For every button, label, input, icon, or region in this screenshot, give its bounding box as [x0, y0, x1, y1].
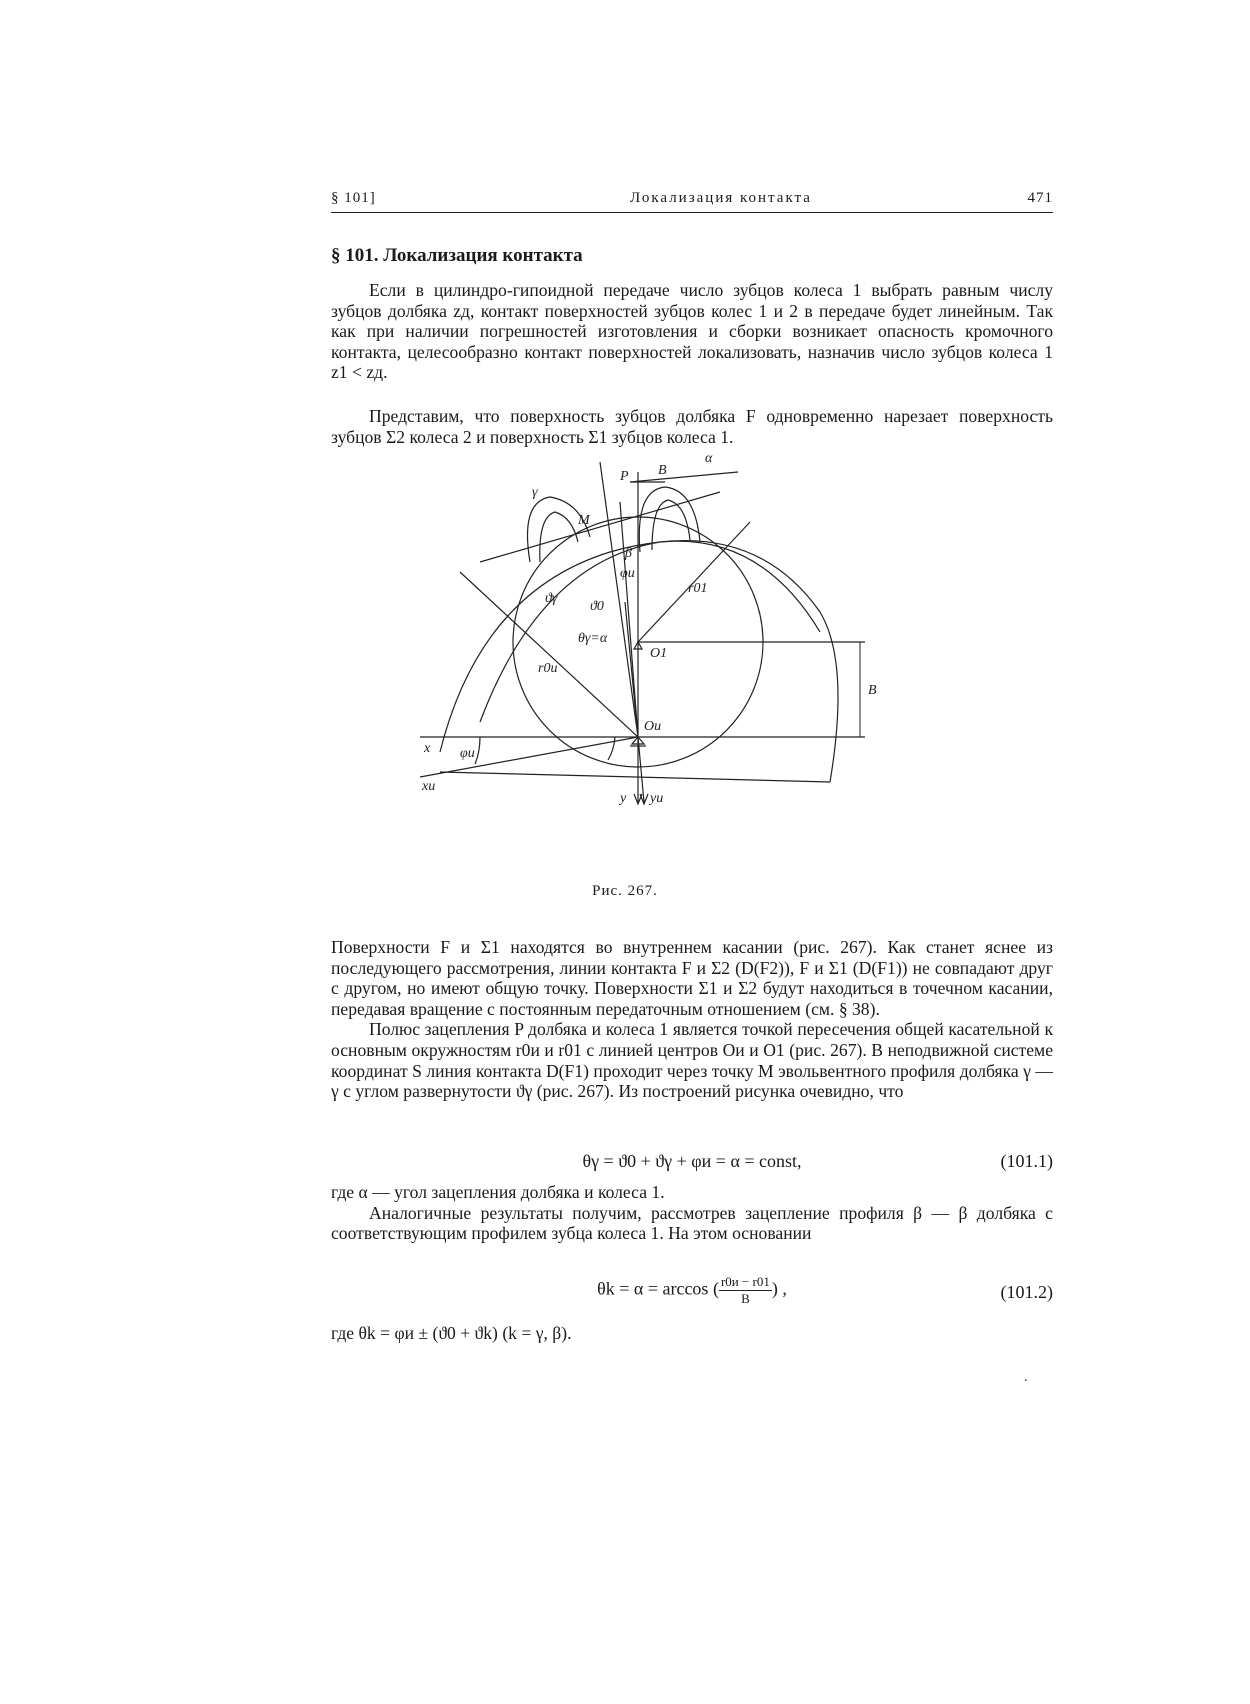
label-x-i: xи [422, 779, 436, 794]
formula-101-1-number: (101.1) [1000, 1151, 1053, 1171]
label-theta-eq: θγ=α [578, 631, 608, 646]
header-section-ref: § 101] [331, 190, 376, 206]
label-gamma: γ [532, 485, 538, 500]
label-y: y [620, 791, 627, 806]
formula-101-2-expression: θk = α = arccos ( $\frac{r0и - r01}{B}$ ) , [597, 1274, 787, 1306]
formula-101-2-number: (101.2) [1000, 1282, 1053, 1302]
label-beta: β [625, 546, 632, 561]
paragraph-block-1 [331, 280, 1053, 383]
label-theta0: ϑ0 [590, 599, 604, 614]
tooth-beta [639, 487, 700, 552]
paragraph-3a: Поверхности F и Σ1 находятся во внутреннем касании (рис. 267). Как станет яснее из последующего рассмотрения, линии контакта F и Σ2 (D(F2)), F и Σ1 (D(F1)) не совпадают друг с другом, но имеют общую точку. Поверхности Σ1 и Σ2 будут находиться в точечном касании, передавая вращение с постоянным передаточным отношением (см. § 38). [331, 937, 1053, 1019]
cutter-base-arc [480, 541, 820, 722]
label-theta-gamma: ϑγ [545, 591, 558, 606]
header-title: Локализация контакта [630, 190, 812, 206]
label-O1: O1 [650, 646, 668, 661]
label-B-right: B [868, 683, 877, 698]
paragraph-block-5 [331, 1323, 1053, 1344]
formula-101-2-lhs: θk = α = arccos [597, 1278, 709, 1299]
tangent-line [480, 492, 720, 562]
paragraph-block-2 [331, 406, 1053, 447]
figure-caption: Рис. 267. [592, 883, 658, 899]
tooth-gamma [528, 497, 591, 562]
label-r0i: r0и [538, 661, 558, 676]
label-B-top: B [658, 463, 667, 478]
label-alpha: α [705, 451, 713, 466]
stray-mark: . [1024, 1370, 1028, 1385]
figure-267 [420, 451, 940, 872]
xi-axis-line [420, 737, 638, 777]
formula-101-2-fraction [719, 1274, 772, 1307]
paragraph-2: Представим, что поверхность зубцов долбяка F одновременно нарезает поверхность зубцов Σ2 колеса 2 и поверхность Σ1 зубцов колеса 1. [331, 406, 1053, 447]
paragraph-4b: Аналогичные результаты получим, рассмотрев зацепление профиля β — β долбяка с соответствующим профилем зубца колеса 1. На этом основании [331, 1202, 1053, 1244]
label-M: M [578, 513, 590, 528]
paragraph-3b: Полюс зацепления P долбяка и колеса 1 является точкой пересечения общей касательной к основным окружностям r0и и r01 с линией центров Oи и O1 (рис. 267). В неподвижной системе координат S линия контакта D(F1) проходит через точку M эвольвентного профиля долбяка γ — γ с углом развернутости ϑγ (рис. 267). Из построений рисунка очевидно, что [331, 1019, 1053, 1102]
fraction-numerator: r0и − r01 [720, 1274, 770, 1289]
yi-axis [638, 737, 644, 802]
section-title: § 101. Локализация контакта [331, 245, 583, 266]
formula-101-1 [331, 1151, 1053, 1173]
label-phi: φи [620, 566, 635, 581]
label-r01: r01 [688, 581, 708, 596]
label-x: x [424, 741, 431, 756]
formula-101-2 [331, 1272, 1053, 1312]
paragraph-block-3 [331, 937, 1053, 1102]
paragraph-1: Если в цилиндро-гипоидной передаче число зубцов колеса 1 выбрать равным числу зубцов долбяка zд, контакт поверхностей зубцов колес 1 и 2 в передаче будет линейным. Так как при наличии погрешностей изготовления и сборки возникает опасность кромочного контакта, целесообразно контакт поверхностей локализовать, назначив число зубцов колеса 1 z1 < zд. [331, 280, 1053, 383]
page-number: 471 [1027, 190, 1053, 206]
label-Oi: Oи [644, 719, 662, 734]
paragraph-block-4 [331, 1182, 1053, 1244]
label-P: P [620, 469, 629, 484]
paragraph-5: где θk = φи ± (ϑ0 + ϑk) (k = γ, β). [331, 1323, 572, 1343]
formula-101-1-expression: θγ = ϑ0 + ϑγ + φи = α = const, [582, 1151, 802, 1171]
label-phi-lower: φи [460, 746, 475, 761]
paragraph-4a: где α — угол зацепления долбяка и колеса 1. [331, 1182, 665, 1202]
running-header [331, 190, 1053, 213]
fraction-denominator: B [741, 1291, 750, 1306]
label-y-i: yи [650, 791, 664, 806]
